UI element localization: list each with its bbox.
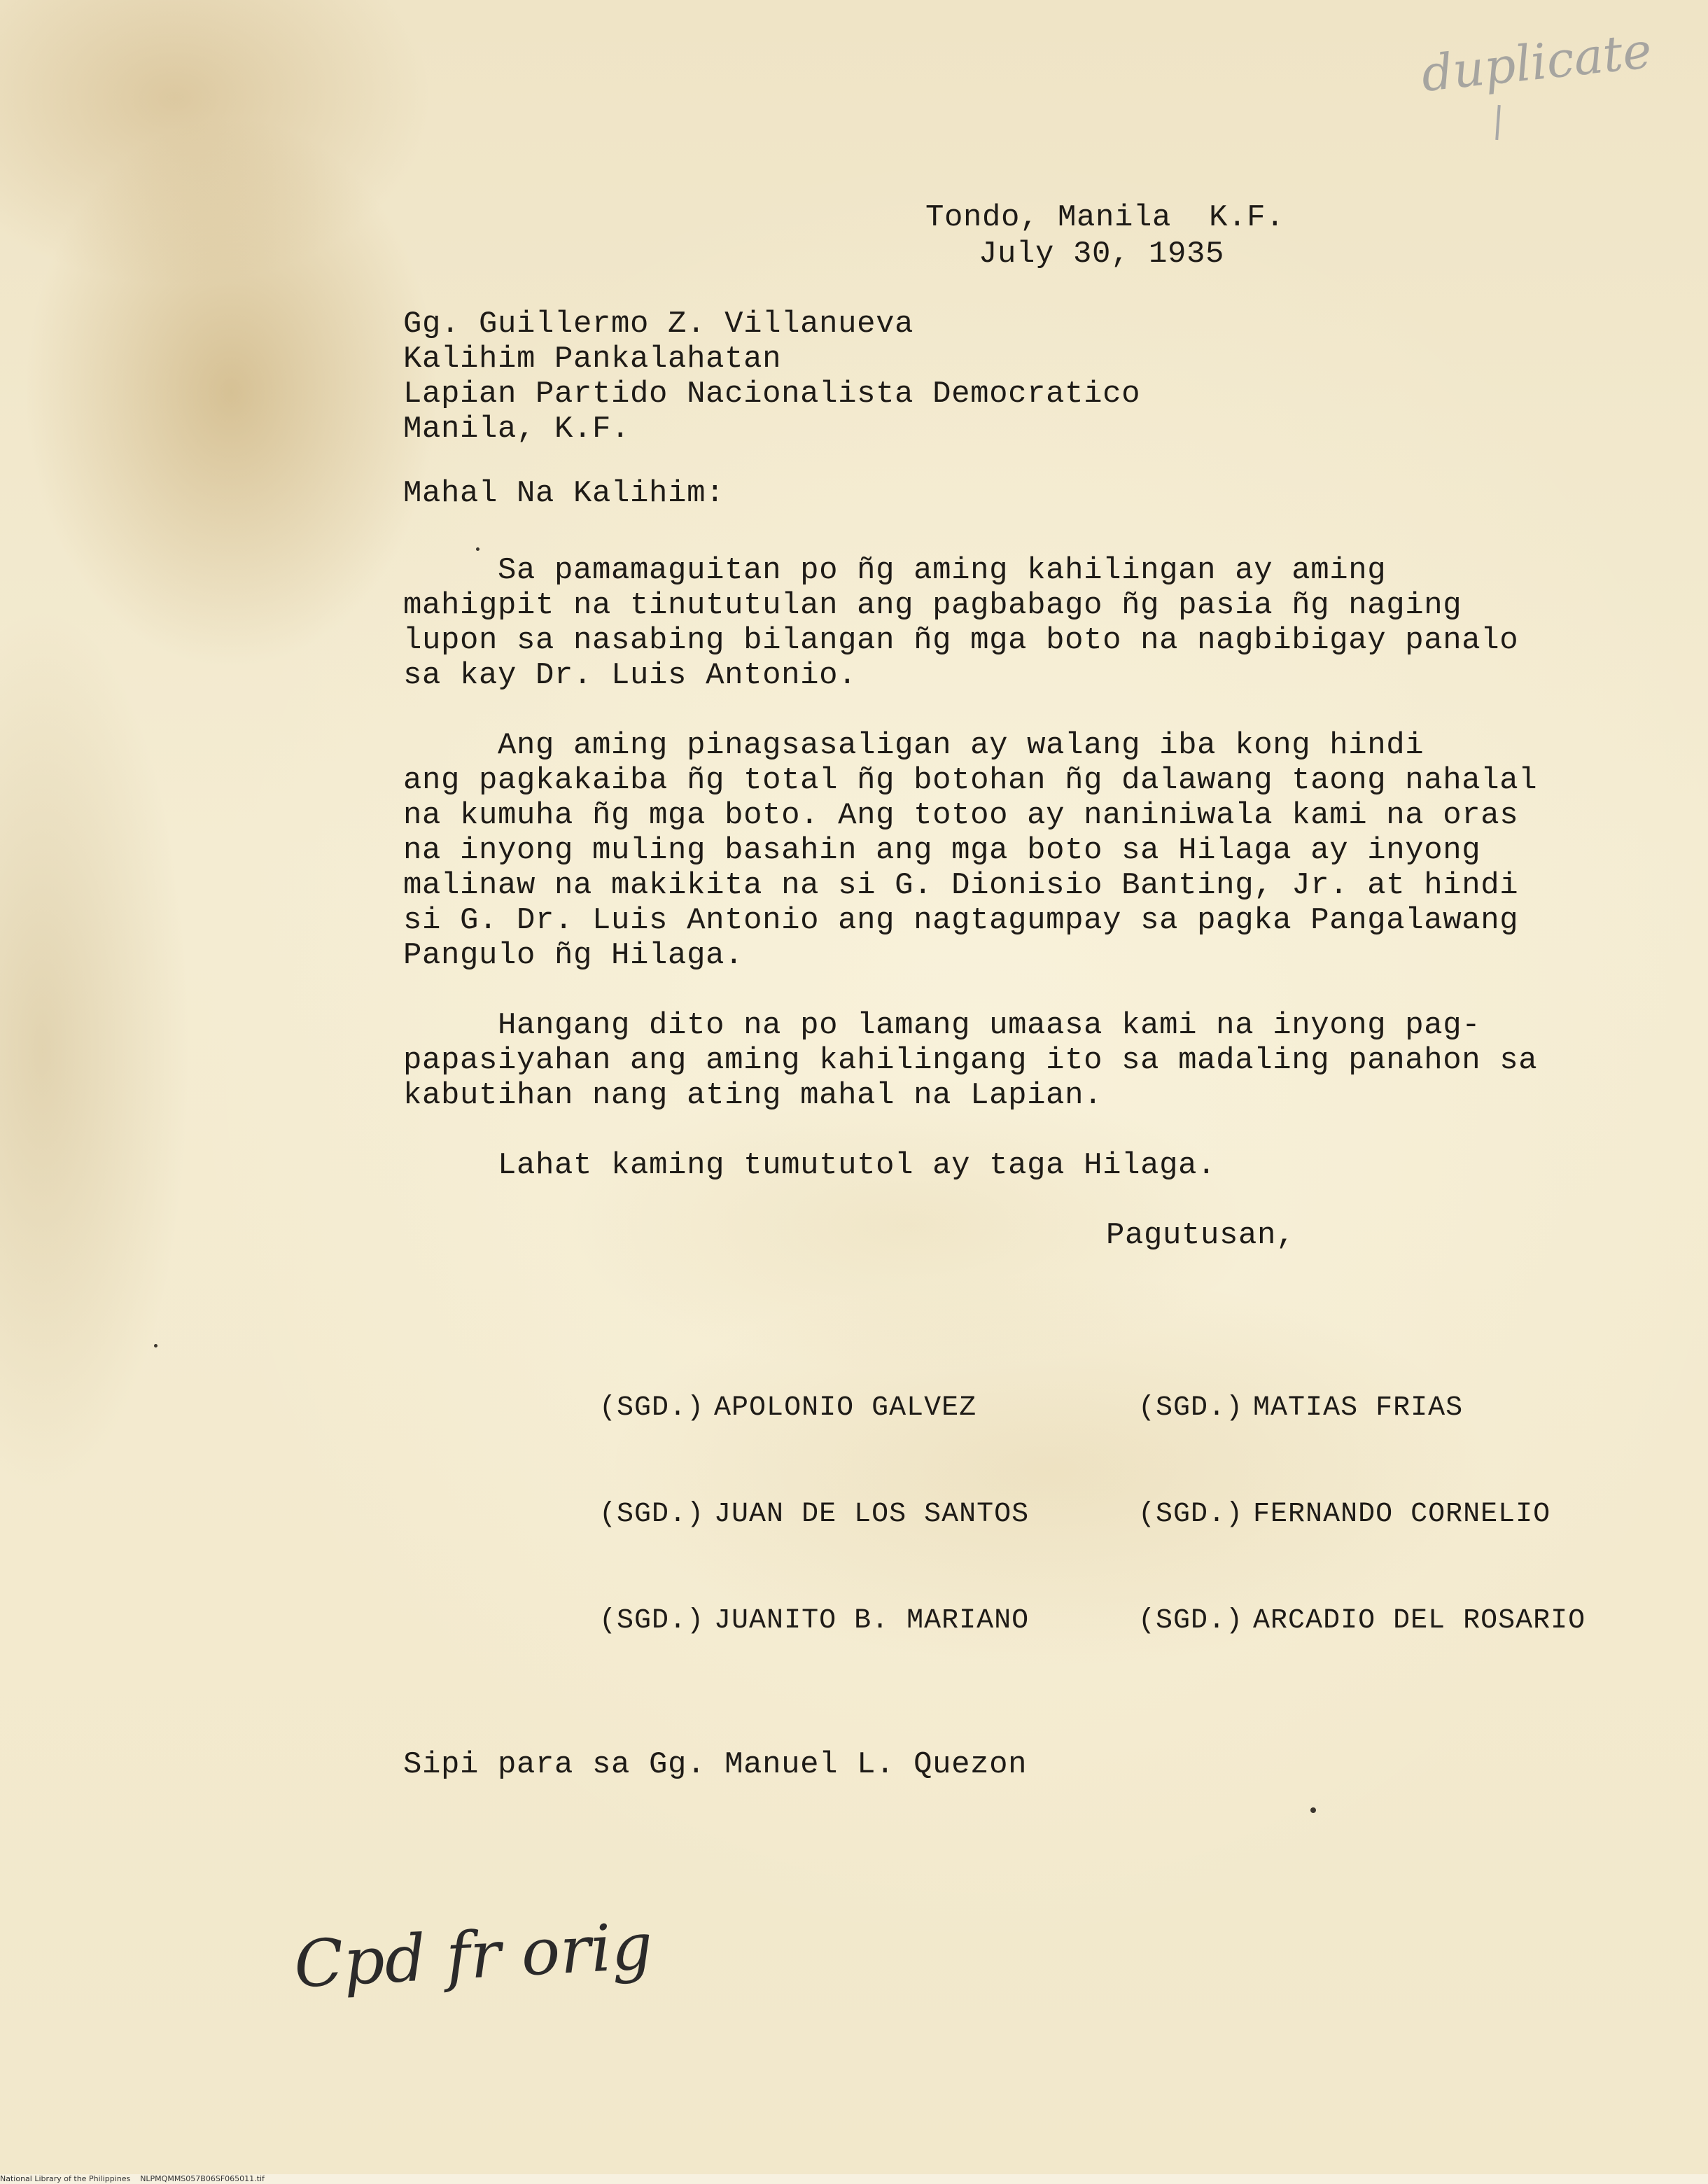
sgd-prefix: (SGD.)	[599, 1499, 705, 1530]
closing: Pagutusan,	[1106, 1218, 1296, 1253]
paragraph-2-line-2: ang pagkakaiba ñg total ñg botohan ñg dalawang taong nahalal	[403, 763, 1538, 798]
paragraph-2-line-4: na inyong muling basahin ang mga boto sa Hilaga ay inyong	[403, 833, 1481, 868]
handwritten-mark	[1495, 105, 1500, 140]
paragraph-2-line-7: Pangulo ñg Hilaga.	[403, 938, 744, 973]
carbon-copy-line: Sipi para sa Gg. Manuel L. Quezon	[403, 1747, 1028, 1782]
paragraph-2-line-1: Ang aming pinagsasaligan ay walang iba kong hindi	[403, 728, 1424, 763]
ink-speck	[1310, 1807, 1316, 1813]
address-line-1: Gg. Guillermo Z. Villanueva	[403, 307, 914, 342]
sgd-prefix: (SGD.)	[599, 1605, 705, 1637]
sgd-prefix: (SGD.)	[1138, 1605, 1244, 1637]
handwritten-top-note: duplicate	[1418, 21, 1655, 104]
sgd-prefix: (SGD.)	[599, 1392, 705, 1424]
signatory-name: ARCADIO DEL ROSARIO	[1253, 1605, 1586, 1637]
signatory-6	[1068, 1571, 1586, 1672]
ink-speck	[154, 1344, 158, 1348]
paragraph-1-line-3: lupon sa nasabing bilangan ñg mga boto na nagbibigay panalo	[403, 623, 1519, 658]
signatory-name: JUAN DE LOS SANTOS	[714, 1499, 1030, 1530]
paragraph-2-line-6: si G. Dr. Luis Antonio ang nagtagumpay sa pagka Pangalawang	[403, 903, 1519, 938]
signatory-1	[529, 1358, 976, 1459]
paragraph-2-line-3: na kumuha ñg mga boto. Ang totoo ay naniniwala kami na oras	[403, 798, 1519, 833]
paragraph-2-line-5: malinaw na makikita na si G. Dionisio Banting, Jr. at hindi	[403, 868, 1519, 903]
paragraph-1-line-1: Sa pamamaguitan po ñg aming kahilingan ay aming	[403, 553, 1387, 588]
signatory-3	[529, 1464, 1029, 1565]
signatory-name: APOLONIO GALVEZ	[714, 1392, 977, 1424]
letter-date: July 30, 1935	[979, 237, 1225, 272]
salutation: Mahal Na Kalihim:	[403, 476, 725, 511]
signatory-5	[529, 1571, 1029, 1672]
letter-place: Tondo, Manila K.F.	[925, 200, 1285, 235]
archive-footer: National Library of the Philippines NLPMQMMS057B06SF065011.tif	[0, 2174, 1708, 2184]
address-line-3: Lapian Partido Nacionalista Democratico	[403, 377, 1141, 412]
paragraph-4-line-1: Lahat kaming tumututol ay taga Hilaga.	[403, 1148, 1217, 1183]
handwritten-bottom-note: Cpd fr orig	[292, 1908, 654, 2003]
signatory-2	[1068, 1358, 1463, 1459]
address-line-4: Manila, K.F.	[403, 412, 631, 447]
paragraph-1-line-4: sa kay Dr. Luis Antonio.	[403, 658, 858, 693]
paragraph-1-line-2: mahigpit na tinututulan ang pagbabago ñg pasia ñg naging	[403, 588, 1462, 623]
signatory-name: FERNANDO CORNELIO	[1253, 1499, 1551, 1530]
paragraph-3-line-3: kabutihan nang ating mahal na Lapian.	[403, 1078, 1103, 1113]
signatory-name: MATIAS FRIAS	[1253, 1392, 1464, 1424]
paragraph-3-line-2: papasiyahan ang aming kahilingang ito sa madaling panahon sa	[403, 1043, 1538, 1078]
signatory-name: JUANITO B. MARIANO	[714, 1605, 1030, 1637]
sgd-prefix: (SGD.)	[1138, 1499, 1244, 1530]
signatory-4	[1068, 1464, 1550, 1565]
sgd-prefix: (SGD.)	[1138, 1392, 1244, 1424]
paragraph-3-line-1: Hangang dito na po lamang umaasa kami na inyong pag-	[403, 1008, 1481, 1043]
ink-speck	[476, 547, 479, 551]
address-line-2: Kalihim Pankalahatan	[403, 342, 782, 377]
